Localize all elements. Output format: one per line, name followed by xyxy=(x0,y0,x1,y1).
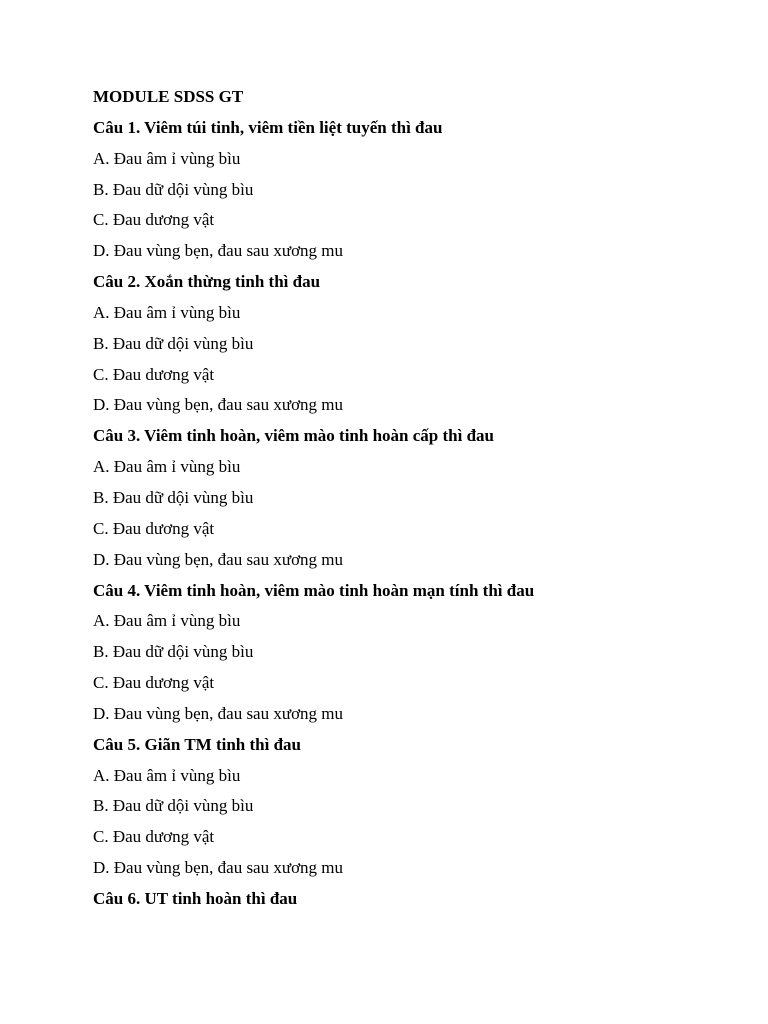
option-b: B. Đau dữ dội vùng bìu xyxy=(93,333,254,353)
question-text: Câu 4. Viêm tinh hoàn, viêm mào tinh hoàn mạn tính thì đau xyxy=(93,580,535,600)
option-d: D. Đau vùng bẹn, đau sau xương mu xyxy=(93,241,344,261)
option-a: A. Đau âm ỉ vùng bìu xyxy=(93,457,241,477)
document-title: MODULE SDSS GT xyxy=(93,87,244,106)
option-c: C. Đau dương vật xyxy=(93,673,215,693)
option-a: A. Đau âm ỉ vùng bìu xyxy=(93,302,241,322)
question-block xyxy=(93,734,733,879)
question-block xyxy=(93,425,733,570)
option-a: A. Đau âm ỉ vùng bìu xyxy=(93,765,241,785)
option-c: C. Đau dương vật xyxy=(93,210,215,230)
option-b: B. Đau dữ dội vùng bìu xyxy=(93,487,254,507)
option-b: B. Đau dữ dội vùng bìu xyxy=(93,179,254,199)
option-d: D. Đau vùng bẹn, đau sau xương mu xyxy=(93,858,344,878)
question-text: Câu 3. Viêm tinh hoàn, viêm mào tinh hoàn cấp thì đau xyxy=(93,426,494,446)
option-a: A. Đau âm ỉ vùng bìu xyxy=(93,611,241,631)
question-block xyxy=(93,580,733,725)
question-text: Câu 1. Viêm túi tinh, viêm tiền liệt tuyến thì đau xyxy=(93,117,443,137)
option-c: C. Đau dương vật xyxy=(93,364,215,384)
option-d: D. Đau vùng bẹn, đau sau xương mu xyxy=(93,549,344,569)
option-c: C. Đau dương vật xyxy=(93,827,215,847)
question-text: Câu 6. UT tinh hoàn thì đau xyxy=(93,888,298,908)
question-text: Câu 5. Giãn TM tinh thì đau xyxy=(93,734,302,754)
option-b: B. Đau dữ dội vùng bìu xyxy=(93,642,254,662)
document-body xyxy=(93,86,733,919)
option-a: A. Đau âm ỉ vùng bìu xyxy=(93,148,241,168)
option-c: C. Đau dương vật xyxy=(93,518,215,538)
option-b: B. Đau dữ dội vùng bìu xyxy=(93,796,254,816)
question-block xyxy=(93,271,733,416)
question-text: Câu 2. Xoắn thừng tinh thì đau xyxy=(93,272,321,292)
question-block xyxy=(93,117,733,262)
option-d: D. Đau vùng bẹn, đau sau xương mu xyxy=(93,703,344,723)
question-block xyxy=(93,888,733,910)
option-d: D. Đau vùng bẹn, đau sau xương mu xyxy=(93,395,344,415)
